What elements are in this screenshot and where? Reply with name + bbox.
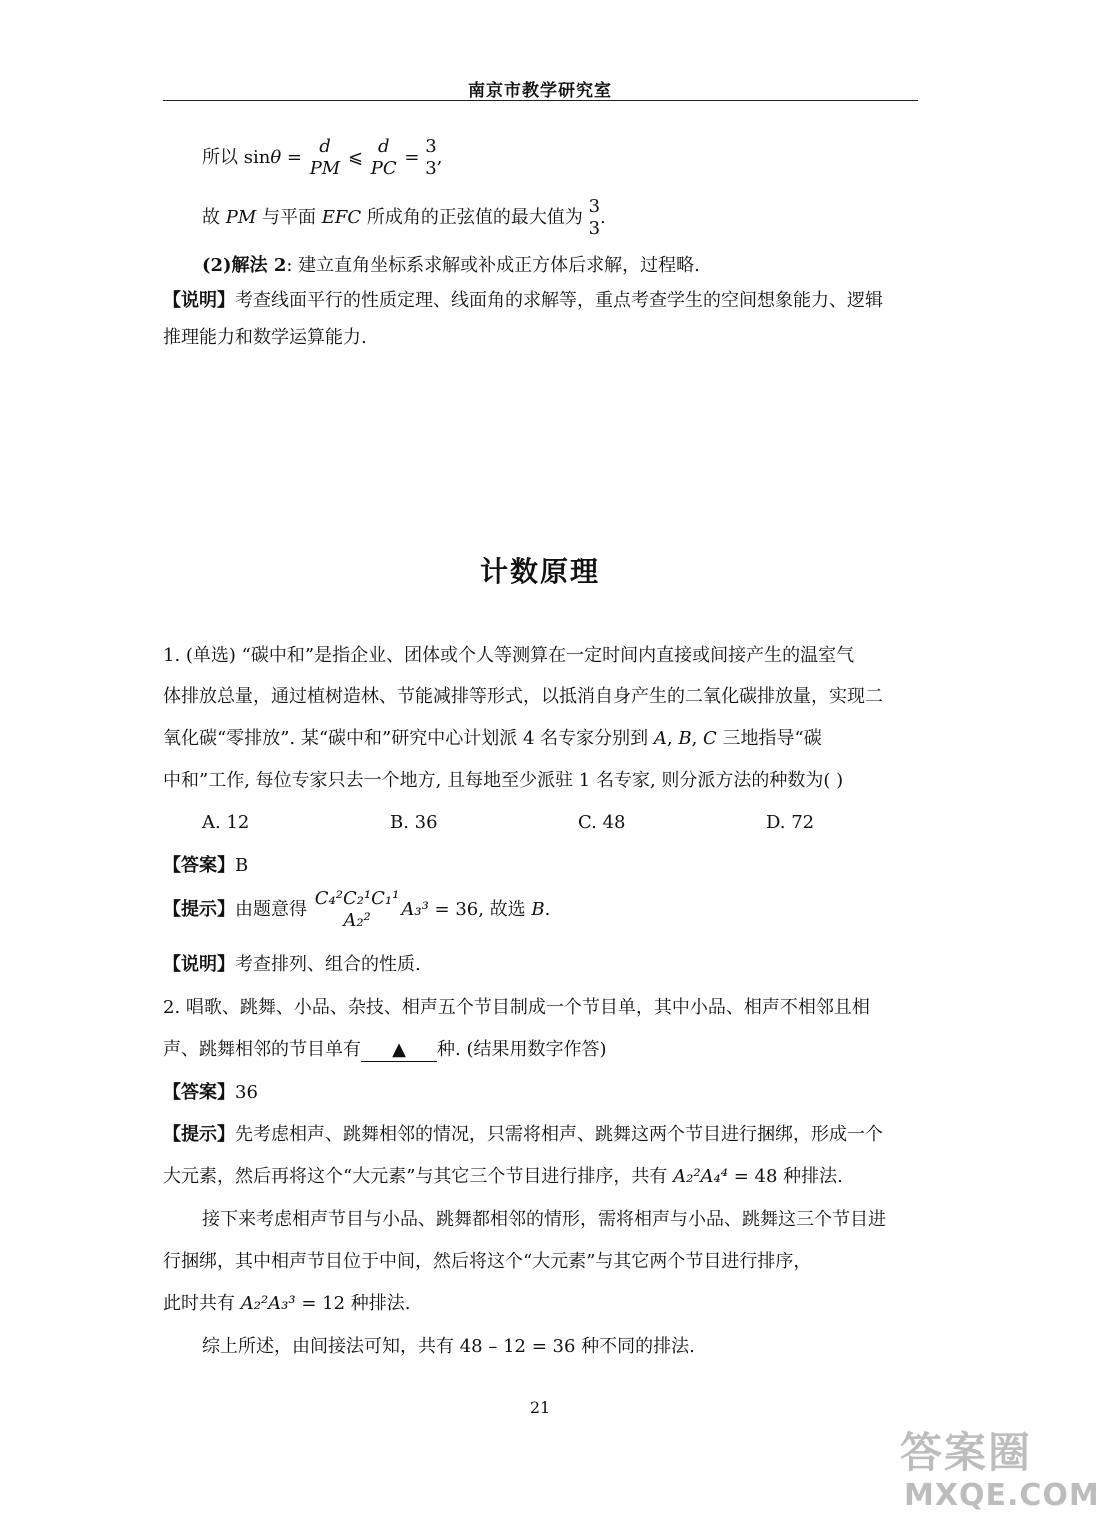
answer-value: B (235, 855, 249, 876)
q1-option-b: B. 36 (390, 812, 438, 833)
page-number: 21 (529, 1398, 551, 1417)
q1-option-a: A. 12 (202, 812, 250, 833)
watermark-logo (900, 1420, 1100, 1520)
q2-line-1: 2. 唱歌、跳舞、小品、杂技、相声五个节目制成一个节目单，其中小品、相声不相邻且相 (163, 997, 870, 1018)
header-rule (163, 100, 918, 101)
fraction-d-over-pm (310, 136, 341, 180)
hint-text: = 12 种排法. (295, 1293, 411, 1314)
watermark-top-text: 答案圈 (900, 1428, 1033, 1477)
q2-hint-line-3: 接下来考虑相声节目与小品、跳舞都相邻的情形，需将相声与小品、跳舞这三个节目进 (202, 1209, 886, 1230)
sin-prefix: 所以 sin (202, 147, 271, 168)
point-b: B (678, 728, 692, 749)
q2-line-2-text: 声、跳舞相邻的节目单有 (163, 1039, 361, 1060)
hint-text: 此时共有 (163, 1293, 241, 1314)
less-equal-sign: ⩽ (347, 147, 364, 168)
q1-hint (163, 888, 550, 932)
q1-option-d: D. 72 (766, 812, 815, 833)
q2-hint-line-1 (163, 1122, 883, 1148)
separator: , (666, 728, 679, 749)
q1-line-3-text: 氧化碳“零排放”. 某“碳中和”研究中心计划派 4 名专家分别到 (163, 728, 654, 749)
hint-label: 【提示】 (163, 1124, 235, 1145)
hint-label: 【提示】 (163, 899, 235, 920)
fraction-denominator: PC (370, 158, 397, 179)
prev-note-line-1 (163, 288, 883, 314)
page-header-title: 南京市教学研究室 (468, 81, 612, 101)
permutation-term: A₂²A₄⁴ (673, 1166, 728, 1187)
hint-text: 大元素，然后再将这个“大元素”与其它三个节目进行排序，共有 (163, 1166, 674, 1187)
result-top: 3 (588, 196, 601, 217)
hint-text: = 48 种排法. (728, 1166, 843, 1187)
period: . (544, 899, 551, 920)
point-a: A (653, 728, 667, 749)
q2-line-2-tail: 种. (结果用数字作答) (437, 1039, 607, 1060)
comma: , (436, 147, 443, 168)
fraction-d-over-pc (371, 136, 397, 180)
result-bottom: 3 (425, 158, 437, 179)
sin-theta-line (202, 136, 442, 180)
fraction-denominator: A₂² (343, 910, 371, 931)
answer-label: 【答案】 (163, 1082, 235, 1103)
permutation-term: A₃³ (401, 899, 429, 920)
q2-hint-line-5 (163, 1291, 410, 1317)
q2-hint-line-4: 行捆绑，其中相声节目位于中间，然后将这个“大元素”与其它两个节目进行排序， (163, 1251, 812, 1272)
conclusion-rest: 所成角的正弦值的最大值为 (361, 207, 589, 228)
permutation-term: A₂²A₃³ (240, 1293, 296, 1314)
hint-text: 先考虑相声、跳舞相邻的情况，只需将相声、跳舞这两个节目进行捆绑，形成一个 (235, 1124, 883, 1145)
prev-note-line-2: 推理能力和数学运算能力. (163, 327, 367, 348)
q1-line-3-tail: 三地指导“碳 (716, 728, 822, 749)
conclusion-line (202, 196, 606, 240)
period: . (600, 207, 606, 228)
conclusion-mid: 与平面 (256, 207, 322, 228)
method-2-label: (2)解法 2 (202, 255, 287, 276)
fraction-numerator: C₄²C₂¹C₁¹ (314, 888, 400, 909)
result-value (589, 196, 600, 240)
q1-line-1: 1. (单选) “碳中和”是指企业、团体或个人等测算在一定时间内直接或间接产生的温室气 (163, 645, 855, 666)
separator: , (691, 728, 704, 749)
fraction-numerator: d (377, 136, 390, 157)
hint-prefix: 由题意得 (235, 899, 313, 920)
equals-sign: = (281, 147, 308, 168)
q1-option-c: C. 48 (578, 812, 626, 833)
section-title: 计数原理 (479, 555, 600, 588)
q2-hint-line-6: 综上所述，由间接法可知，共有 48 – 12 = 36 种不同的排法. (202, 1336, 695, 1357)
combination-fraction (315, 888, 400, 932)
method-2-line (202, 253, 700, 279)
hint-rest: = 36, 故选 (428, 899, 532, 920)
result-top: 3 (425, 136, 437, 157)
q1-note (163, 952, 421, 978)
note-label: 【说明】 (163, 290, 235, 311)
hint-choice: B (531, 899, 545, 920)
note-text: 考查排列、组合的性质. (235, 954, 421, 975)
note-label: 【说明】 (163, 954, 235, 975)
result-value (425, 136, 436, 180)
q1-line-4: 中和”工作, 每位专家只去一个地方, 且每地至少派驻 1 名专家, 则分派方法的种数为( ) (163, 770, 844, 791)
answer-value: 36 (235, 1082, 258, 1103)
point-c: C (703, 728, 717, 749)
q2-line-2 (163, 1037, 607, 1063)
watermark-bottom-text: MXQE.COM (904, 1478, 1100, 1513)
fraction-denominator: PM (309, 158, 341, 179)
method-2-text: : 建立直角坐标系求解或补成正方体后求解，过程略. (286, 255, 700, 276)
q2-hint-line-2 (163, 1164, 843, 1190)
conclusion-prefix: 故 (202, 207, 226, 228)
q2-answer (163, 1080, 258, 1106)
q1-line-3 (163, 726, 822, 752)
q1-line-2: 体排放总量，通过植树造林、节能减排等形式，以抵消自身产生的二氧化碳排放量，实现二 (163, 686, 883, 707)
efc-label: EFC (321, 207, 362, 228)
q1-answer (163, 853, 248, 879)
result-bottom: 3 (588, 218, 601, 239)
theta-symbol: θ (270, 147, 282, 168)
answer-blank: ▲ (361, 1039, 437, 1062)
answer-label: 【答案】 (163, 855, 235, 876)
equals-sign: = (404, 147, 426, 168)
fraction-numerator: d (319, 136, 331, 157)
note-text: 考查线面平行的性质定理、线面角的求解等，重点考查学生的空间想象能力、逻辑 (235, 290, 883, 311)
pm-label: PM (225, 207, 257, 228)
